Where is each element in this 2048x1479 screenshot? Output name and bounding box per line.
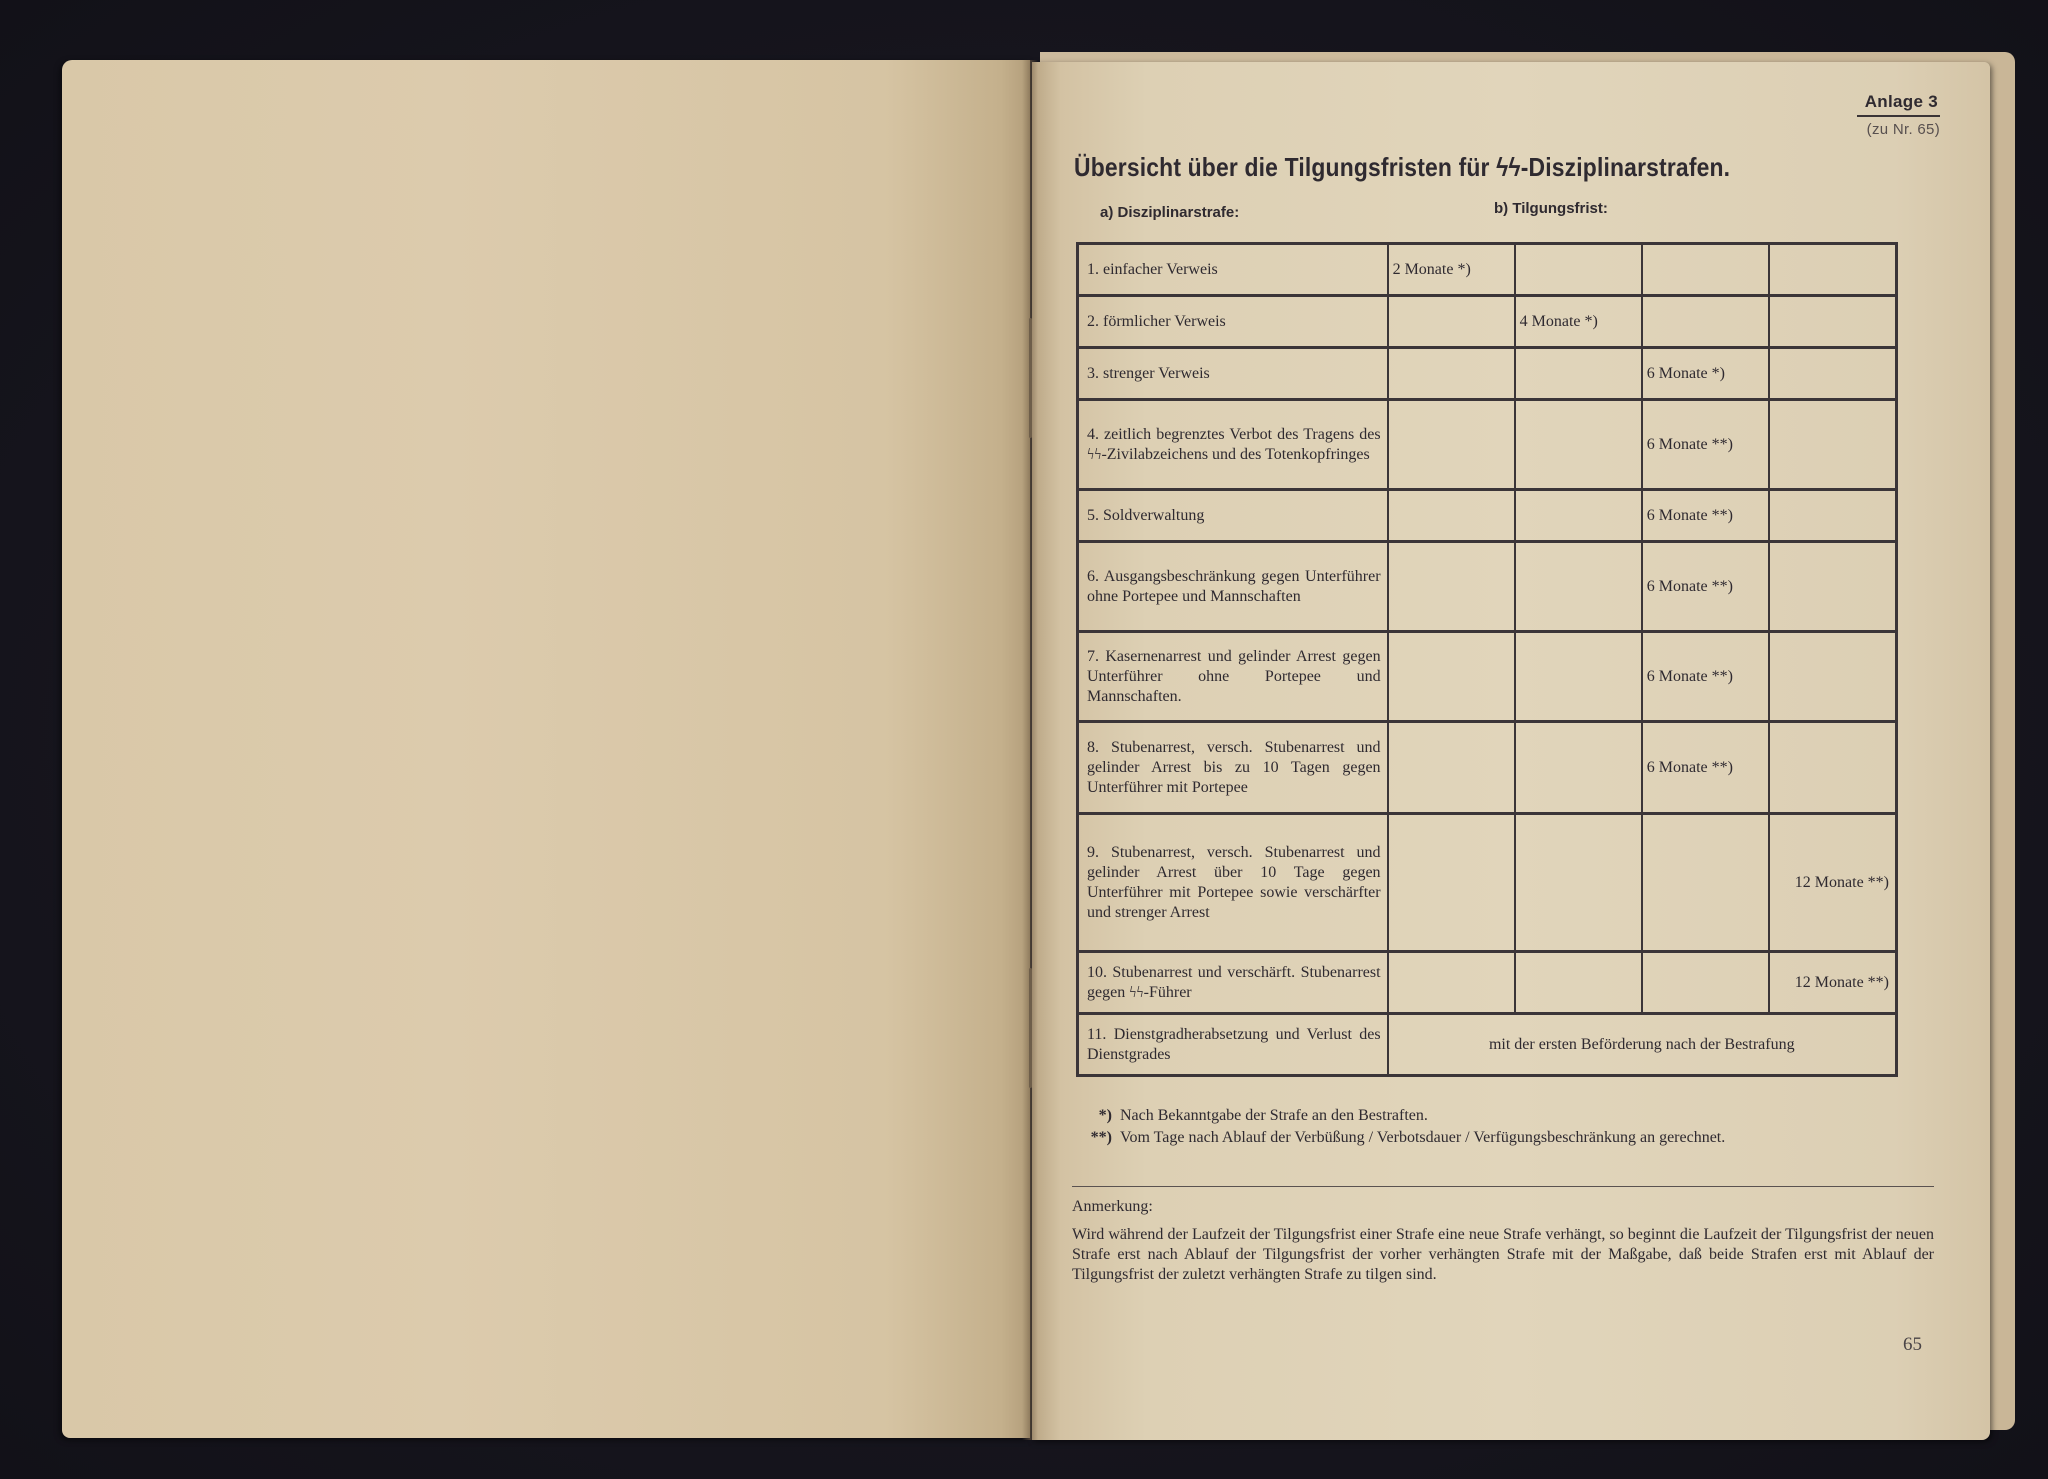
footnote-2 (1084, 1128, 1930, 1148)
penalty-label: 7. Kasernenarrest und gelinder Arrest gegen Unterführer ohne Portepee und Mannschaften. (1078, 632, 1388, 722)
table-row (1078, 348, 1897, 400)
penalty-label: 4. zeitlich begrenztes Verbot des Tragens des ϟϟ-Zivilabzeichens und des Totenkopfringes (1078, 400, 1388, 490)
period-cell (1642, 952, 1769, 1014)
period-cell (1515, 400, 1642, 490)
penalty-label: 11. Dienstgradherabsetzung und Verlust des Dienstgrades (1078, 1014, 1388, 1076)
merged-period-cell: mit der ersten Beförderung nach der Bestrafung (1388, 1014, 1897, 1076)
penalty-label: 1. einfacher Verweis (1078, 244, 1388, 296)
appendix-label: Anlage 3 (1857, 92, 1940, 117)
period-cell (1515, 814, 1642, 952)
period-cell (1515, 348, 1642, 400)
period-cell (1769, 348, 1897, 400)
penalty-label: 3. strenger Verweis (1078, 348, 1388, 400)
period-cell: 4 Monate *) (1515, 296, 1642, 348)
period-cell (1769, 244, 1897, 296)
period-cell (1388, 296, 1515, 348)
period-cell (1642, 814, 1769, 952)
penalty-label: 6. Ausgangsbeschränkung gegen Unterführer ohne Portepee und Mannschaften (1078, 542, 1388, 632)
footnote-text: Vom Tage nach Ablauf der Verbüßung / Verbotsdauer / Verfügungsbeschränkung an gerechnet. (1120, 1129, 1726, 1146)
footnote-1 (1084, 1106, 1930, 1126)
page-number: 65 (1903, 1334, 1922, 1355)
penalty-label: 5. Soldverwaltung (1078, 490, 1388, 542)
period-cell (1769, 490, 1897, 542)
penalty-label: 10. Stubenarrest und verschärft. Stubenarrest gegen ϟϟ-Führer (1078, 952, 1388, 1014)
column-heading-b: b) Tilgungsfrist: (1494, 200, 1608, 217)
right-page-content (1032, 62, 1990, 1440)
period-cell (1388, 348, 1515, 400)
table-row (1078, 490, 1897, 542)
penalty-label: 8. Stubenarrest, versch. Stubenarrest und gelinder Arrest bis zu 10 Tagen gegen Unterführer mit Portepee (1078, 722, 1388, 814)
table-row (1078, 244, 1897, 296)
page-title: Übersicht über die Tilgungsfristen für ϟϟ-Disziplinarstrafen. (1074, 152, 1731, 182)
period-cell (1769, 542, 1897, 632)
period-cell (1642, 244, 1769, 296)
period-cell (1388, 722, 1515, 814)
remark-heading: Anmerkung: (1072, 1198, 1153, 1215)
period-cell (1388, 490, 1515, 542)
period-cell: 6 Monate **) (1642, 632, 1769, 722)
period-cell: 6 Monate **) (1642, 542, 1769, 632)
period-cell (1642, 296, 1769, 348)
period-cell (1515, 244, 1642, 296)
divider (1072, 1186, 1934, 1187)
table-row (1078, 814, 1897, 952)
remark-text: Wird während der Laufzeit der Tilgungsfrist einer Strafe eine neue Strafe verhängt, so beginnt die Laufzeit der Tilgungsfrist der neuen Strafe erst nach Ablauf der Tilgungsfrist der vorher verhängten Strafe mit der Maßgabe, daß beide Strafen erst mit Ablauf der Tilgungsfrist der zuletzt verhängten Strafe zu tilgen sind. (1072, 1226, 1934, 1283)
period-cell: 6 Monate **) (1642, 722, 1769, 814)
period-cell: 6 Monate *) (1642, 348, 1769, 400)
column-heading-a: a) Disziplinarstrafe: (1100, 204, 1240, 221)
footnote-mark: **) (1090, 1129, 1112, 1146)
table-row (1078, 542, 1897, 632)
period-cell: 6 Monate **) (1642, 400, 1769, 490)
table-row (1078, 1014, 1897, 1076)
footnotes (1084, 1106, 1930, 1150)
penalty-table (1076, 242, 1898, 1077)
appendix-reference: (zu Nr. 65) (1866, 121, 1940, 138)
period-cell: 2 Monate *) (1388, 244, 1515, 296)
period-cell (1388, 814, 1515, 952)
period-cell (1769, 400, 1897, 490)
period-cell (1388, 400, 1515, 490)
table-row (1078, 952, 1897, 1014)
left-page-blank (62, 60, 1030, 1438)
period-cell (1769, 632, 1897, 722)
table-row (1078, 400, 1897, 490)
period-cell (1515, 542, 1642, 632)
period-cell (1388, 542, 1515, 632)
table-row (1078, 296, 1897, 348)
period-cell: 12 Monate **) (1769, 814, 1897, 952)
period-cell (1515, 632, 1642, 722)
footnote-text: Nach Bekanntgabe der Strafe an den Bestraften. (1120, 1107, 1428, 1124)
appendix-label-block (1857, 92, 1940, 138)
period-cell (1388, 952, 1515, 1014)
period-cell (1515, 722, 1642, 814)
period-cell: 12 Monate **) (1769, 952, 1897, 1014)
period-cell (1388, 632, 1515, 722)
table-row (1078, 632, 1897, 722)
table-row (1078, 722, 1897, 814)
penalty-label: 9. Stubenarrest, versch. Stubenarrest und gelinder Arrest über 10 Tage gegen Unterführer mit Portepee sowie verschärfter und strenger Arrest (1078, 814, 1388, 952)
penalty-label: 2. förmlicher Verweis (1078, 296, 1388, 348)
period-cell (1769, 722, 1897, 814)
period-cell (1515, 952, 1642, 1014)
footnote-mark: *) (1098, 1107, 1112, 1124)
period-cell: 6 Monate **) (1642, 490, 1769, 542)
period-cell (1769, 296, 1897, 348)
period-cell (1515, 490, 1642, 542)
